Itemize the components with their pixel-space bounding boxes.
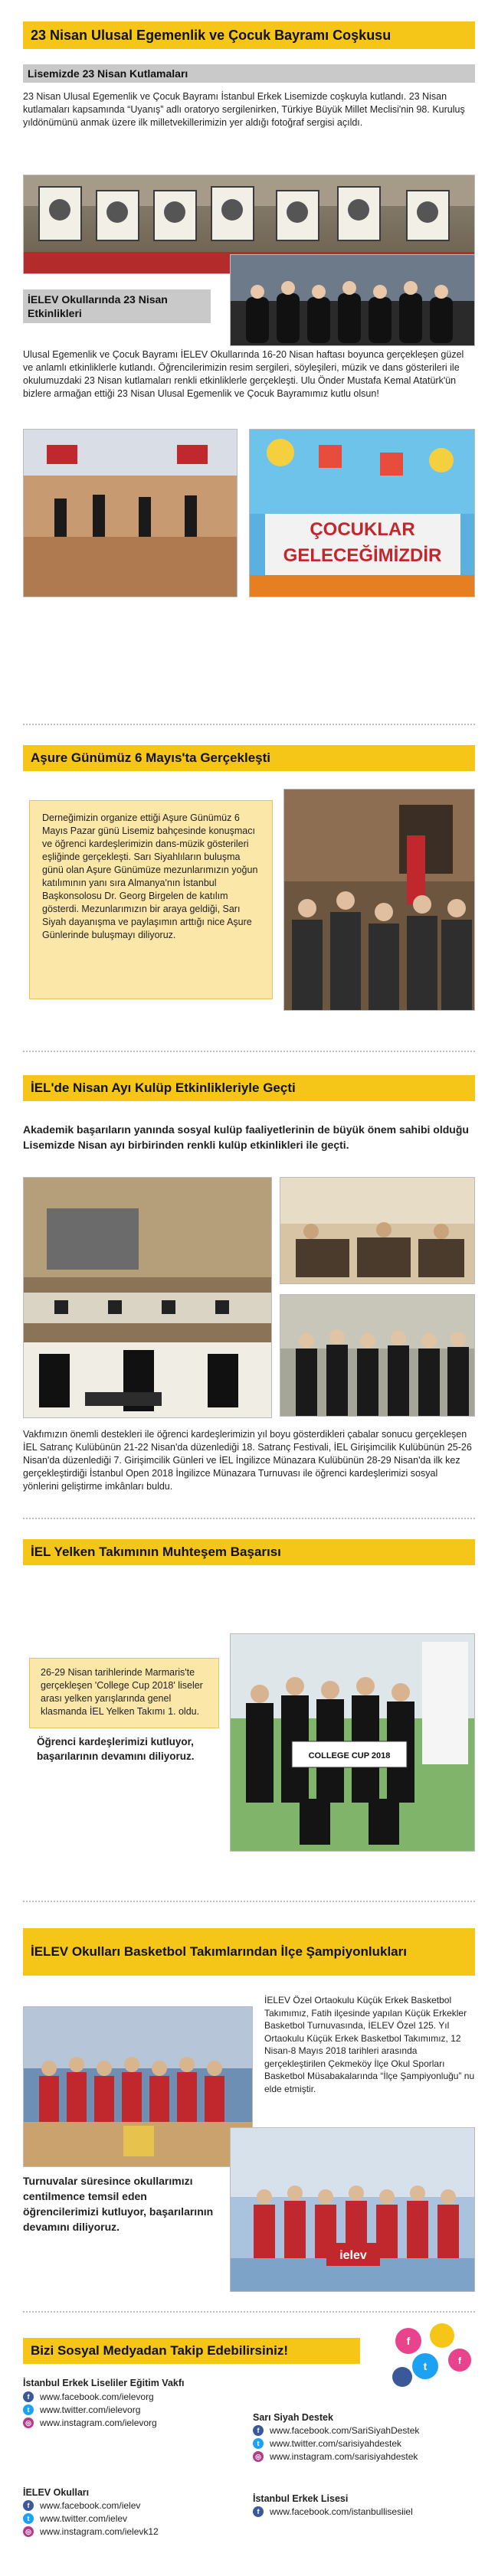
social-link-twitter[interactable]: t www.twitter.com/ielevorg [23,2404,222,2415]
section-text: Vakfımızın önemli destekleri ile öğrenci kardeşlerimizin yıl boyu gösterdikleri çabalar sonucu gerçekleşen İEL Satranç Kulübünün 21-22 Nisan'da düzenlediği 18. Satranç Festivali, İEL Girişimcilik Kulübünün 25-26 Nisan'da düzenlediği 7. Girişimcilik Günleri ve İEL İngilizce Münazara Kulübünün 28-29 Nisan'da ilk kez gerçekleştirdiği İstanbul Open 2018 İngilizce Münazara Turnuvası ile öğrenci kardeşlerimizi sosyal yönlerini geliştirme imkânları buldu. [23,1429,472,1492]
highlight-box: 26-29 Nisan tarihlerinde Marmaris'te gerçekleşen 'College Cup 2018' liseler arası yelken yarışlarında genel klasmanda İEL Yelken Takımı 1. oldu. [29,1658,219,1728]
divider [23,724,475,725]
section-subtitle: İELEV Okullarında 23 Nisan Etkinlikleri [23,289,211,323]
photo-entrepreneurship [280,1177,475,1284]
instagram-icon: ◎ [23,2417,34,2428]
social-group-ielev-schools [23,2487,222,2537]
section-text: Ulusal Egemenlik ve Çocuk Bayramı İELEV Okullarında 16-20 Nisan haftası boyunca gerçekleşen güzel ve anlamlı etkinliklerle kutlandı. Öğrencilerimizin resim sergileri, söyleşileri, müzik ve dans gösterileri ile okulumuzdaki 23 Nisan kutlamaları renkli etkinliklerle gerçekleşti. Ulu Önder Mustafa Kemal Atatürk'ün bizlere armağan ettiği 23 Nisan Ulusal Egemenlik ve Çocuk Bayramımız kutlu olsun! [23,349,464,399]
instagram-icon: ◎ [253,2451,264,2462]
social-group-name: İELEV Okulları [23,2487,90,2498]
social-link-facebook[interactable]: f www.facebook.com/ielev [23,2500,222,2511]
photo-oratorio [230,254,475,346]
photo-chess-festival [23,1177,272,1418]
social-link-twitter[interactable]: t www.twitter.com/sarisiyahdestek [253,2438,475,2449]
social-link-facebook[interactable]: f www.facebook.com/ielevorg [23,2391,222,2402]
banner-line-1: ÇOCUKLAR [310,519,415,540]
photo-asure-day [283,789,475,1011]
divider [23,1051,475,1052]
social-group-iel [253,2493,475,2517]
facebook-icon: f [23,2391,34,2402]
twitter-icon: t [253,2438,264,2449]
ielev-banner: ielev [339,2249,367,2262]
photo-sailing-team [230,1633,475,1852]
page-title: 23 Nisan Ulusal Egemenlik ve Çocuk Bayramı Coşkusu [23,21,475,49]
photo-children-banner [249,429,475,597]
photo-dance-show [23,429,238,597]
section-title: Aşure Günümüz 6 Mayıs'ta Gerçekleşti [23,745,475,771]
section-title: İELEV Okulları Basketbol Takımlarından İlçe Şampiyonlukları [23,1928,475,1976]
photo-basketball-champions [230,2127,475,2292]
congrats-text: Öğrenci kardeşlerimizi kutluyor, başarılarının devamını diliyoruz. [37,1736,195,1762]
social-link-facebook[interactable]: f www.facebook.com/istanbullisesiiel [253,2506,475,2517]
divider [23,1518,475,1519]
congrats-text: Turnuvalar süresince okullarımızı centilmence temsil eden öğrencilerimizi kutluyor, başarılarının devamını diliyoruz. [23,2175,214,2233]
social-group-sari-siyah [253,2412,475,2462]
svg-text:t: t [423,2360,428,2372]
twitter-icon: t [23,2404,34,2415]
svg-text:f: f [458,2355,461,2366]
photo-basketball-team [23,2006,253,2167]
social-group-name: İstanbul Erkek Liseliler Eğitim Vakfı [23,2378,185,2388]
divider [23,1901,475,1902]
social-link-twitter[interactable]: t www.twitter.com/ielev [23,2513,222,2524]
banner-line-2: GELECEĞİMİZDİR [283,545,442,566]
section-text: 23 Nisan Ulusal Egemenlik ve Çocuk Bayramı İstanbul Erkek Lisemizde coşkuyla kutlandı. 23 Nisan kutlamaları kapsamında “Uyanış” adlı oratoryo sergilenirken, Türkiye Büyük Millet Meclisi'nin 98. Kuruluş yıldönümünü anmak üzere ilk milletvekillerimizin yer aldığı fotoğraf sergisi açıldı. [23,91,465,128]
social-group-name: İstanbul Erkek Lisesi [253,2493,349,2504]
social-group-name: Sarı Siyah Destek [253,2412,333,2423]
college-cup-banner: COLLEGE CUP 2018 [308,1751,391,1760]
twitter-icon: t [23,2513,34,2524]
social-link-instagram[interactable]: ◎ www.instagram.com/sarisiyahdestek [253,2451,475,2462]
instagram-icon: ◎ [23,2526,34,2537]
social-group-ielev-foundation [23,2377,222,2428]
photo-debate-tournament [280,1294,475,1417]
facebook-icon: f [23,2500,34,2511]
section-lead: Akademik başarıların yanında sosyal kulüp faaliyetlerinin de büyük önem sahibi olduğu Lisemizde Nisan ayı birbirinden renkli kulüp etkinlikleri ile geçti. [23,1123,469,1151]
facebook-icon: f [253,2506,264,2517]
section-subtitle: Lisemizde 23 Nisan Kutlamaları [23,64,475,83]
social-link-instagram[interactable]: ◎ www.instagram.com/ielevorg [23,2417,222,2428]
section-title: İEL'de Nisan Ayı Kulüp Etkinlikleriyle Geçti [23,1075,475,1101]
facebook-icon: f [253,2425,264,2436]
highlight-box: Derneğimizin organize ettiği Aşure Günümüz 6 Mayıs Pazar günü Lisemiz bahçesinde konuşmacı ve öğrenci kardeşlerimizin dans-müzik gösterileri eşliğinde gerçekleşti. Sarı Siyahlıların buluşma günü olan Aşure Günümüze mezunlarımızın yoğun katılımının yanı sıra Almanya'nın İstanbul Başkonsolosu Dr. Georg Birgelen de katılım gösterdi. Mezunlarımızın bir araya geldiği, Sarı Siyah dayanışma ve paylaşımın arttığı nice Aşure Günlerinde buluşmayı diliyoruz. [29,800,273,999]
section-text: İELEV Özel Ortaokulu Küçük Erkek Basketbol Takımımız, Fatih ilçesinde yapılan Küçük Erkekler Basketbol Turnuvasında, İELEV Özel 125. Yıl Ortaokulu Küçük Erkek Basketbol Takımımız, 12 Nisan-8 Mayıs 2018 tarihleri arasında gerçekleştirilen Çekmeköy İlçe Okul Sporları Basketbol Müsabakalarında “İlçe Şampiyonluğu” nu elde etmiştir. [264,1995,475,2094]
svg-text:f: f [406,2335,411,2347]
social-link-instagram[interactable]: ◎ www.instagram.com/ielevk12 [23,2526,222,2537]
social-icons-cluster [387,2322,475,2391]
social-link-facebook[interactable]: f www.facebook.com/SariSiyahDestek [253,2425,475,2436]
social-title: Bizi Sosyal Medyadan Takip Edebilirsiniz! [23,2338,360,2364]
divider [23,2311,475,2313]
section-title: İEL Yelken Takımının Muhteşem Başarısı [23,1539,475,1565]
